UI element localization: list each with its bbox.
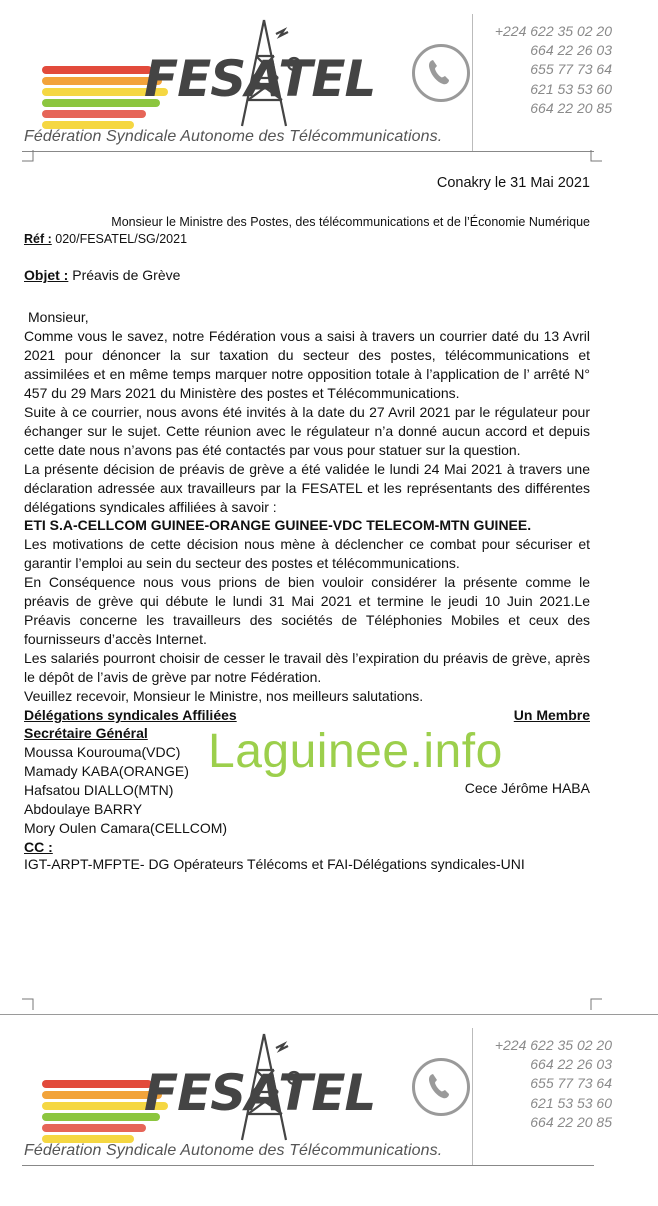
closing: Veuillez recevoir, Monsieur le Ministre, nos meilleurs salutations. <box>24 688 424 704</box>
phone-number: 621 53 53 60 <box>530 80 612 97</box>
brand-name: FESATEL <box>144 1064 376 1122</box>
cc-label: CC : <box>24 839 53 855</box>
tagline: Fédération Syndicale Autonome des Télécommunications. <box>24 1142 443 1159</box>
contact-phones <box>470 22 612 118</box>
paragraph-4: Les motivations de cette décision nous mène à déclencher ce combat pour sécuriser et garantir l’emploi au sein du secteur des postes et télécommunications. <box>24 536 590 571</box>
delegations-heading: Délégations syndicales Affiliées <box>24 707 237 723</box>
phone-icon <box>412 1058 470 1116</box>
delegate: Hafsatou DIALLO(MTN) <box>24 782 174 798</box>
phone-number: +224 622 35 02 20 <box>494 23 612 39</box>
paragraph-2: Suite à ce courrier, nous avons été invités à la date du 27 Avril 2021 par le régulateur pour échanger sur le sujet. Cette réunion avec le régulateur n’a donné aucun accord et depuis cette date nous n’avons pas été contactés par vous pour statuer sur la question. <box>24 404 590 458</box>
phone-number: +224 622 35 02 20 <box>494 1037 612 1053</box>
tagline: Fédération Syndicale Autonome des Télécommunications. <box>24 128 443 145</box>
phone-number: 621 53 53 60 <box>530 1094 612 1111</box>
corner-mark <box>22 150 34 162</box>
paragraph-1: Comme vous le savez, notre Fédération vous a saisi à travers un courrier daté du 13 Avril 2021 pour dénoncer la sur taxation du secteur des postes, télécommunications et assimilées et en même temps marquer notre opposition totale à l’application de l’ arrêté N° 457 du 29 Mars 2021 du Ministère des postes et Télécommunications. <box>24 328 590 401</box>
phone-number: 655 77 73 64 <box>530 61 612 78</box>
phone-number: 655 77 73 64 <box>530 1075 612 1092</box>
letterhead-bottom <box>0 1028 658 1188</box>
paragraph-6: Les salariés pourront choisir de cesser le travail dès l’expiration du préavis de grève, après le dépôt de l’avis de grève par notre Fédération. <box>24 650 590 685</box>
recipient: Monsieur le Ministre des Postes, des télécommunications et de l’Économie Numérique <box>111 215 590 229</box>
object-value: Préavis de Grève <box>68 267 181 283</box>
affiliated-companies: ETI S.A-CELLCOM GUINEE-ORANGE GUINEE-VDC TELECOM-MTN GUINEE. <box>24 517 532 533</box>
corner-mark <box>22 998 34 1010</box>
delegate: Moussa Kourouma(VDC) <box>24 744 181 760</box>
object-line <box>24 266 590 285</box>
paragraph-3: La présente décision de préavis de grève a été validée le lundi 24 Mai 2021 à travers une déclaration adressée aux travailleurs par la FESATEL et les représentants des différentes délégations syndicales affiliées à savoir : <box>24 461 590 515</box>
corner-mark <box>590 150 602 162</box>
reference-line <box>24 230 590 249</box>
phone-number: 664 22 26 03 <box>530 1056 612 1073</box>
reference-value: 020/FESATEL/SG/2021 <box>51 232 188 246</box>
watermark: Laguinee.info <box>208 725 503 778</box>
member-heading: Un Membre <box>513 707 590 723</box>
delegate: Abdoulaye BARRY <box>24 801 143 817</box>
delegate-list <box>24 743 227 838</box>
phone-number: 664 22 20 85 <box>530 1113 612 1130</box>
fesatel-logo <box>34 14 376 134</box>
brand-name: FESATEL <box>144 50 376 108</box>
secretary-heading: Secrétaire Général <box>24 725 148 741</box>
delegate: Mory Oulen Camara(CELLCOM) <box>24 820 228 836</box>
salutation: Monsieur, <box>28 309 89 325</box>
phone-number: 664 22 20 85 <box>530 99 612 116</box>
contact-phones <box>470 1036 612 1132</box>
phone-icon <box>412 44 470 102</box>
signatory: Cece Jérôme HABA <box>464 780 590 796</box>
page-separator <box>0 1014 658 1015</box>
object-label: Objet : <box>24 267 69 283</box>
corner-mark <box>590 998 602 1010</box>
letter-date: Conakry le 31 Mai 2021 <box>436 175 590 191</box>
letterhead-rule <box>22 1165 594 1166</box>
letterhead-top <box>0 14 658 174</box>
phone-number: 664 22 26 03 <box>530 42 612 59</box>
fesatel-logo <box>34 1028 376 1148</box>
reference-label: Réf : <box>24 232 52 246</box>
cc-recipients: IGT-ARPT-MFPTE- DG Opérateurs Télécoms et FAI-Délégations syndicales-UNI <box>24 856 525 872</box>
delegate: Mamady KABA(ORANGE) <box>24 763 189 779</box>
paragraph-5: En Conséquence nous vous prions de bien vouloir considérer la présente comme le préavis de grève qui débute le lundi 31 Mai 2021 et termine le jeudi 10 Juin 2021.Le Préavis concerne les travailleurs des sociétés de Téléphonies Mobiles et ceux des fournisseurs d’accès Internet. <box>24 574 590 647</box>
letterhead-rule <box>22 151 594 152</box>
